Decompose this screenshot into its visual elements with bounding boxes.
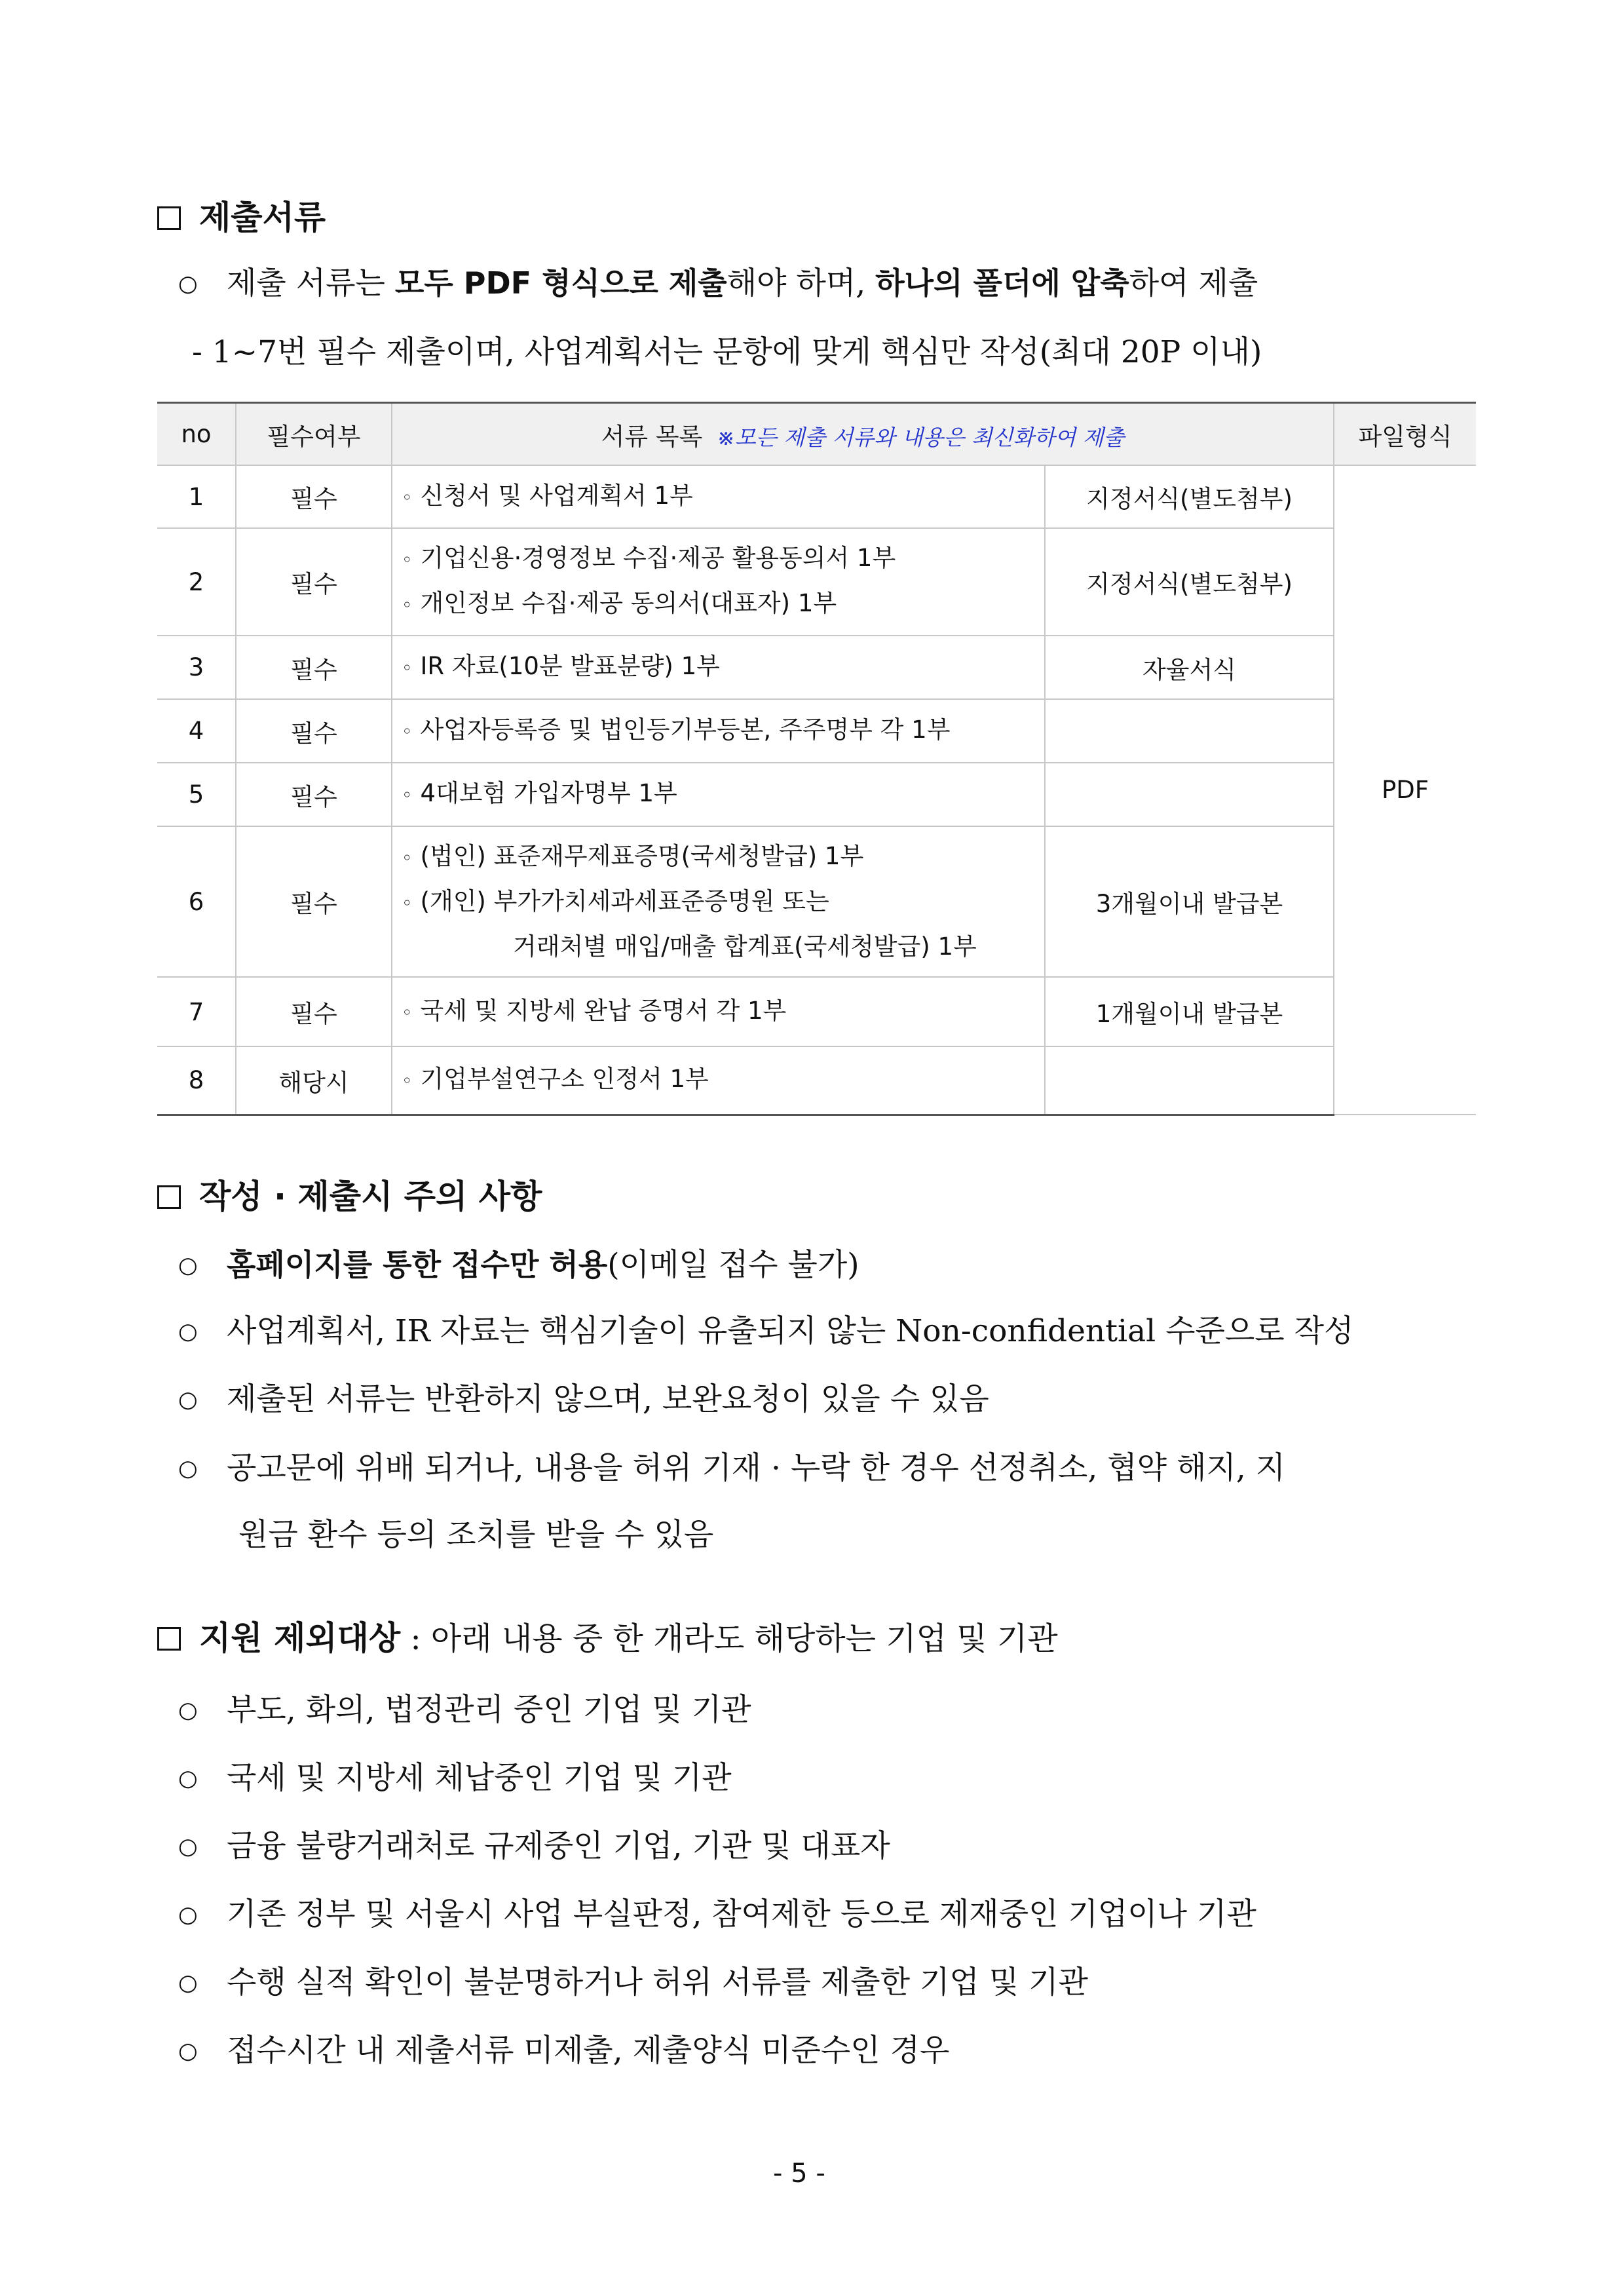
cell-form: 지정서식(별도첨부) <box>1045 465 1334 528</box>
section-subtitle: : 아래 내용 중 한 개라도 해당하는 기업 및 기관 <box>400 1620 1058 1657</box>
dot-bullet-icon: ◦ <box>402 721 413 742</box>
docs-header-label: 서류 목록 <box>601 422 703 451</box>
cell-docs <box>392 528 1045 636</box>
bold-text: 모두 PDF 형식으로 제출 <box>394 265 727 301</box>
cell-required: 필수 <box>236 528 392 636</box>
doc-item: (법인) 표준재무제표증명(국세청발급) 1부 <box>420 842 864 870</box>
cell-form <box>1045 699 1334 763</box>
cell-docs <box>392 636 1045 699</box>
bullet-continuation: 원금 환수 등의 조치를 받을 수 있음 <box>238 1517 714 1553</box>
table-row <box>157 977 1476 1046</box>
cell-docs <box>392 699 1045 763</box>
cell-form: 자율서식 <box>1045 636 1334 699</box>
cell-required: 필수 <box>236 763 392 826</box>
dot-bullet-icon: ◦ <box>402 549 413 571</box>
circle-bullet-icon: ○ <box>178 271 198 297</box>
text: 사업계획서, IR 자료는 핵심기술이 유출되지 않는 Non-confidential 수준으로 작성 <box>227 1313 1354 1349</box>
cell-form <box>1045 763 1334 826</box>
list-item <box>178 2026 949 2070</box>
circle-bullet-icon: ○ <box>178 1318 198 1345</box>
cell-no: 5 <box>157 763 236 826</box>
circle-bullet-icon: ○ <box>178 1387 198 1413</box>
dash-note: - 1~7번 필수 제출이며, 사업계획서는 문항에 맞게 핵심만 작성(최대 20P 이내) <box>192 334 1262 370</box>
dot-bullet-icon: ◦ <box>402 892 413 914</box>
cell-no: 2 <box>157 528 236 636</box>
bold-text: 홈페이지를 통한 접수만 허용 <box>227 1247 608 1282</box>
cell-required: 필수 <box>236 826 392 977</box>
text: 제출된 서류는 반환하지 않으며, 보완요청이 있을 수 있음 <box>227 1381 989 1417</box>
bullet-item <box>178 1307 1353 1350</box>
text: 하여 제출 <box>1129 265 1258 301</box>
section-title-submission-docs <box>157 191 326 239</box>
list-item <box>178 1822 890 1866</box>
cell-no: 7 <box>157 977 236 1046</box>
doc-item: 국세 및 지방세 완납 증명서 각 1부 <box>420 996 787 1025</box>
circle-bullet-icon: ○ <box>178 1252 198 1278</box>
circle-bullet-icon: ○ <box>178 1455 198 1482</box>
cell-docs <box>392 465 1045 528</box>
list-item <box>178 1958 1088 2002</box>
header-note: ※모든 제출 서류와 내용은 최신화하여 제출 <box>717 424 1125 450</box>
table-row <box>157 528 1476 636</box>
section-title-text: 제출서류 <box>199 199 326 237</box>
section-title-text: 작성 · 제출시 주의 사항 <box>199 1177 542 1215</box>
cell-docs <box>392 1046 1045 1115</box>
table-row <box>157 1046 1476 1115</box>
page-number: - 5 - <box>773 2158 825 2189</box>
cell-form: 1개월이내 발급본 <box>1045 977 1334 1046</box>
cell-form <box>1045 1046 1334 1115</box>
col-header-format: 파일형식 <box>1334 403 1476 466</box>
circle-bullet-icon: ○ <box>178 1833 198 1860</box>
doc-item: 4대보험 가입자명부 1부 <box>420 779 677 807</box>
doc-item: 기업부설연구소 인정서 1부 <box>420 1065 709 1094</box>
text: 공고문에 위배 되거나, 내용을 허위 기재 · 누락 한 경우 선정취소, 협약 해지, 지 <box>227 1450 1286 1486</box>
text: 해야 하며, <box>727 265 876 301</box>
dot-bullet-icon: ◦ <box>402 594 413 616</box>
section-title-text: 지원 제외대상 <box>199 1619 401 1657</box>
cell-no: 4 <box>157 699 236 763</box>
text: (이메일 접수 불가) <box>607 1247 859 1283</box>
doc-item: 신청서 및 사업계획서 1부 <box>420 481 693 510</box>
text: 국세 및 지방세 체납중인 기업 및 기관 <box>227 1760 732 1796</box>
doc-item: IR 자료(10분 발표분량) 1부 <box>420 652 720 680</box>
list-item <box>178 1753 732 1797</box>
cell-docs <box>392 977 1045 1046</box>
text: 제출 서류는 <box>227 265 395 301</box>
circle-bullet-icon: ○ <box>178 1902 198 1928</box>
doc-item-continuation: 거래처별 매입/매출 합계표(국세청발급) 1부 <box>513 932 977 961</box>
text: 금융 불량거래처로 규제중인 기업, 기관 및 대표자 <box>227 1828 890 1864</box>
checkbox-square-icon <box>157 206 181 230</box>
col-header-docs <box>392 403 1334 466</box>
cell-required: 필수 <box>236 465 392 528</box>
text: 접수시간 내 제출서류 미제출, 제출양식 미준수인 경우 <box>227 2033 950 2069</box>
doc-item: 개인정보 수집·제공 동의서(대표자) 1부 <box>420 589 837 617</box>
bold-text: 하나의 폴더에 압축 <box>875 265 1129 301</box>
dot-bullet-icon: ◦ <box>402 784 413 806</box>
section-title-exclusions <box>157 1612 1058 1659</box>
cell-no: 8 <box>157 1046 236 1115</box>
section-title-cautions <box>157 1170 542 1217</box>
cell-docs <box>392 763 1045 826</box>
bullet-item <box>178 1240 859 1284</box>
bullet-item <box>178 1375 989 1419</box>
dot-bullet-icon: ◦ <box>402 847 413 869</box>
cell-no: 1 <box>157 465 236 528</box>
cell-docs <box>392 826 1045 977</box>
table-row <box>157 465 1476 528</box>
table-row <box>157 699 1476 763</box>
col-header-required: 필수여부 <box>236 403 392 466</box>
cell-file-format: PDF <box>1334 465 1476 1115</box>
text: 기존 정부 및 서울시 사업 부실판정, 참여제한 등으로 제재중인 기업이나 기관 <box>227 1896 1256 1932</box>
table-row <box>157 826 1476 977</box>
dot-bullet-icon: ◦ <box>402 1070 413 1092</box>
table-row <box>157 636 1476 699</box>
dot-bullet-icon: ◦ <box>402 1001 413 1024</box>
checkbox-square-icon <box>157 1627 181 1651</box>
dot-bullet-icon: ◦ <box>402 657 413 679</box>
bullet-item <box>178 259 1258 303</box>
cell-required: 필수 <box>236 636 392 699</box>
cell-form: 지정서식(별도첨부) <box>1045 528 1334 636</box>
circle-bullet-icon: ○ <box>178 1765 198 1791</box>
doc-item: 사업자등록증 및 법인등기부등본, 주주명부 각 1부 <box>420 716 951 744</box>
circle-bullet-icon: ○ <box>178 1697 198 1723</box>
text: 수행 실적 확인이 불분명하거나 허위 서류를 제출한 기업 및 기관 <box>227 1964 1088 2000</box>
col-header-no: no <box>157 403 236 466</box>
cell-form: 3개월이내 발급본 <box>1045 826 1334 977</box>
table-header-row <box>157 403 1476 466</box>
documents-table <box>157 402 1476 1116</box>
cell-required: 필수 <box>236 699 392 763</box>
table-row <box>157 763 1476 826</box>
circle-bullet-icon: ○ <box>178 1970 198 1996</box>
list-item <box>178 1890 1256 1934</box>
bullet-item <box>178 1444 1285 1487</box>
cell-no: 3 <box>157 636 236 699</box>
doc-item: (개인) 부가가치세과세표준증명원 또는 <box>420 887 829 915</box>
text: 부도, 화의, 법정관리 중인 기업 및 기관 <box>227 1692 751 1728</box>
checkbox-square-icon <box>157 1185 181 1209</box>
cell-no: 6 <box>157 826 236 977</box>
dot-bullet-icon: ◦ <box>402 486 413 508</box>
circle-bullet-icon: ○ <box>178 2038 198 2064</box>
cell-required: 해당시 <box>236 1046 392 1115</box>
doc-item: 기업신용·경영정보 수집·제공 활용동의서 1부 <box>420 544 896 572</box>
list-item <box>178 1685 751 1729</box>
cell-required: 필수 <box>236 977 392 1046</box>
